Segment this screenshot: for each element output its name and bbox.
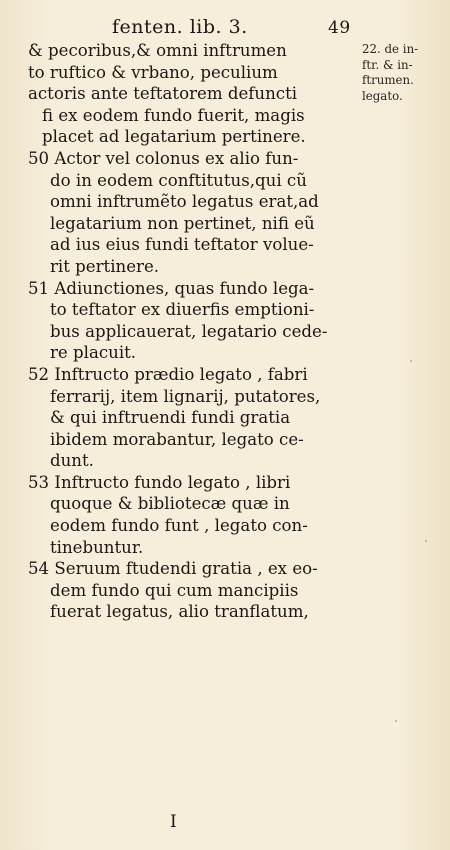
text-line: omni inftrumẽto legatus erat,ad bbox=[50, 192, 319, 212]
text-line: fi ex eodem fundo fuerit, magis bbox=[42, 105, 305, 125]
paper-speck bbox=[395, 720, 397, 722]
text-line: ferrarij, item lignarij, putatores, bbox=[50, 386, 321, 406]
text-line: actoris ante teftatorem defuncti bbox=[28, 84, 298, 104]
text-line: tinebuntur. bbox=[50, 537, 144, 557]
text-line: bus applicauerat, legatario cede- bbox=[50, 321, 328, 341]
text-line: eodem fundo funt , legato con- bbox=[50, 516, 308, 536]
text-line: 50 Actor vel colonus ex alio fun- bbox=[28, 148, 299, 168]
paper-speck bbox=[425, 540, 427, 542]
text-line: placet ad legatarium pertinere. bbox=[42, 127, 306, 147]
text-block bbox=[28, 40, 358, 623]
text-line: ad ius eius fundi teftator volue- bbox=[50, 235, 314, 255]
margin-note bbox=[362, 42, 444, 104]
text-line: fuerat legatus, alio tranflatum, bbox=[50, 602, 309, 622]
margin-note-line: ftrumen. bbox=[362, 73, 414, 87]
text-line: ibidem morabantur, legato ce- bbox=[50, 429, 304, 449]
text-line: 53 Inftructo fundo legato , libri bbox=[28, 472, 291, 492]
running-title: fenten. lib. 3. bbox=[112, 16, 248, 38]
text-line: & pecoribus,& omni inftrumen bbox=[28, 41, 287, 60]
text-line: rit pertinere. bbox=[50, 256, 160, 276]
margin-note-line: legato. bbox=[362, 88, 403, 103]
text-line: to teftator ex diuerfis emptioni- bbox=[50, 300, 315, 320]
text-line: 51 Adiunctiones, quas fundo lega- bbox=[28, 278, 315, 298]
text-line: do in eodem conftitutus,qui cũ bbox=[50, 170, 307, 190]
catchword: I bbox=[170, 812, 177, 832]
text-line: 52 Inftructo prædio legato , fabri bbox=[28, 364, 308, 384]
text-line: 54 Seruum ftudendi gratia , ex eo- bbox=[28, 559, 318, 579]
text-line: & qui inftruendi fundi gratia bbox=[50, 408, 291, 428]
text-line: re placuit. bbox=[50, 343, 137, 363]
page-number: 49 bbox=[328, 18, 351, 38]
paper-speck bbox=[410, 360, 412, 362]
text-line: dem fundo qui cum mancipiis bbox=[50, 580, 299, 600]
text-line: to ruftico & vrbano, peculium bbox=[28, 62, 278, 82]
text-line: legatarium non pertinet, nifi eũ bbox=[50, 213, 315, 233]
margin-note-line: 22. de in- bbox=[362, 42, 419, 56]
text-line: dunt. bbox=[50, 451, 94, 471]
text-line: quoque & bibliotecæ quæ in bbox=[50, 494, 290, 514]
margin-note-line: ftr. & in- bbox=[362, 57, 413, 72]
